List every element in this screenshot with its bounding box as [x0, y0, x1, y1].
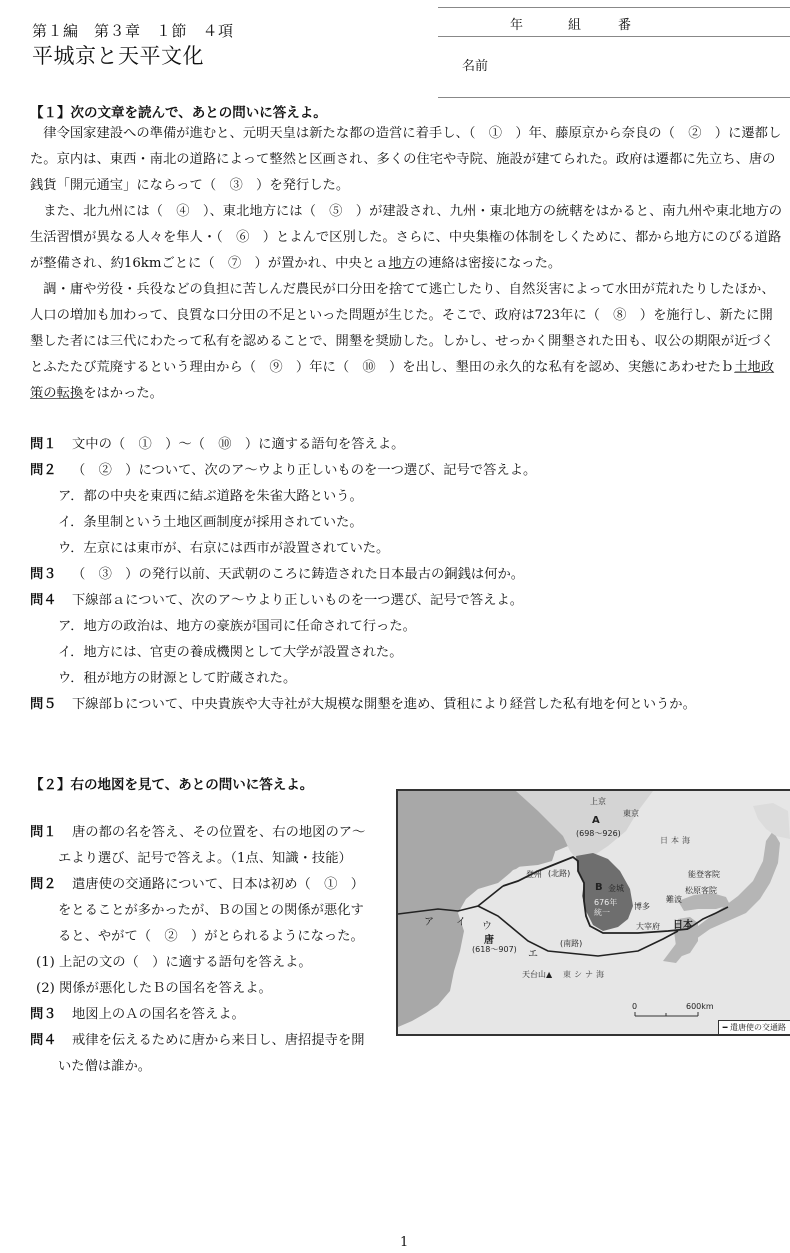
- map-label-east-china-sea: 東シナ海: [563, 970, 607, 979]
- s2-question-4: [30, 1028, 390, 1054]
- underline-b: 土地政策の転換: [30, 360, 775, 401]
- question-number: 問３: [30, 567, 57, 582]
- section1-title: 【１】次の文章を読んで、あとの問いに答えよ。: [30, 105, 327, 121]
- paragraph-2: [30, 199, 785, 277]
- question-text: （ ② ）について、次のア～ウより正しいものを一つ選び、記号で答えよ。: [72, 463, 537, 478]
- option: イ．条里制という土地区画制度が採用されていた。: [58, 515, 363, 530]
- east-asia-map: [396, 789, 790, 1036]
- map-label-south-route: (南路): [560, 939, 583, 948]
- question-text: 下線部ａについて、次のア～ウより正しいものを一つ選び、記号で答えよ。: [72, 593, 524, 608]
- question-number: 問１: [30, 437, 57, 452]
- legend-text: 遣唐使の交通路: [730, 1023, 786, 1032]
- divider: [438, 36, 790, 37]
- map-label-unif-year: 676年: [594, 898, 618, 907]
- class-label: 組: [568, 18, 582, 33]
- question-number: 問３: [30, 1007, 57, 1022]
- name-field-line[interactable]: [438, 97, 790, 98]
- map-label-tang-years: (618～907): [472, 945, 517, 954]
- question-text: 遣唐使の交通路について、日本は初め（ ① ）: [72, 877, 364, 892]
- question-1: [30, 432, 404, 458]
- map-label-kinjo: 金城: [608, 884, 624, 893]
- map-label-unif: 統一: [594, 908, 610, 917]
- map-label-japan: 日本: [673, 920, 693, 931]
- map-legend: [718, 1020, 790, 1034]
- map-label-dengzhou: 登州: [526, 870, 542, 879]
- paragraph-3: [30, 277, 785, 407]
- map-label-tang: 唐: [484, 935, 494, 946]
- question-number: 問５: [30, 697, 57, 712]
- question-number: 問４: [30, 1033, 57, 1048]
- paragraph-text: をはかった。: [83, 386, 163, 401]
- underline-a: 地方: [388, 256, 415, 271]
- sub-question-2: (2) 関係が悪化したＢの国名を答えよ。: [36, 981, 272, 996]
- map-label-u-kana: ウ: [482, 921, 492, 932]
- question-2: [30, 458, 536, 484]
- year-label: 年: [510, 18, 524, 33]
- option: ウ．左京には東市が、右京には西市が設置されていた。: [58, 541, 390, 556]
- map-label-a-years: (698～926): [576, 829, 621, 838]
- question-text: ると、やがて（ ② ）がとられるようになった。: [58, 929, 364, 944]
- divider: [438, 7, 790, 8]
- map-label-north-route: (北路): [548, 869, 571, 878]
- question-text: 文中の（ ① ）～（ ⑩ ）に適する語句を答えよ。: [72, 437, 405, 452]
- passage: [30, 121, 785, 407]
- question-text: 下線部ｂについて、中央貴族や大寺社が大規模な開墾を進め、賃租により経営した私有地を何というか。: [72, 697, 696, 712]
- map-label-shangjing: 上京: [590, 797, 606, 806]
- question-text: （ ③ ）の発行以前、天武朝のころに鋳造された日本最古の銅銭は何か。: [72, 567, 525, 582]
- page-number: 1: [400, 1235, 409, 1250]
- option: ウ．租が地方の財源として貯蔵された。: [58, 671, 297, 686]
- map-label-b: B: [595, 882, 603, 893]
- question-text: 地図上のＡの国名を答えよ。: [72, 1007, 245, 1022]
- map-label-dongjing: 東京: [623, 809, 639, 818]
- paragraph-text: 調・庸や労役・兵役などの負担に苦しんだ農民が口分田を捨てて逃亡したり、自然災害によって水田が荒れたりしたほか、人口の増加も加わって、良質な口分田の不足といった問題が生じた。そこで、政府は723年に（ ⑧ ）を施行し、新たに開墾した者には三代にわたって私有を認めることで、開墾を奨励した。しかし、せっかく開墾された田も、収公の期限が近づくとふたたび荒廃するという理由から（ ⑨ ）年に（ ⑩ ）を出し、墾田の永久的な私有を認め、実態にあわせたｂ: [30, 282, 775, 375]
- question-number: 問２: [30, 877, 57, 892]
- map-label-a-kana: ア: [424, 917, 434, 928]
- question-text: をとることが多かったが、Ｂの国との関係が悪化す: [58, 903, 364, 918]
- map-label-dazaifu: 大宰府: [636, 922, 660, 931]
- map-label-i-kana: イ: [456, 917, 466, 928]
- number-label: 番: [618, 18, 632, 33]
- name-label: 名前: [462, 59, 489, 74]
- question-text: エより選び、記号で答えよ。（1点、知識・技能）: [58, 851, 352, 866]
- map-label-naniwa: 難波: [666, 895, 682, 904]
- section2-title: 【２】右の地図を見て、あとの問いに答えよ。: [30, 777, 314, 793]
- s2-question-3: [30, 1002, 390, 1028]
- paragraph-text: 律令国家建設への準備が進むと、元明天皇は新たな都の造営に着手し、（ ① ）年、藤原京から奈良の（ ② ）に遷都した。京内は、東西・南北の道路によって整然と区画され、多くの住宅や寺院、施設が建てられた。政府は遷都に先立ち、唐の銭貨「開元通宝」にならって（ ③ ）を発行した。: [30, 126, 782, 193]
- sub-question-1: (1) 上記の文の（ ）に適する語句を答えよ。: [36, 955, 312, 970]
- s2-question-2: [30, 872, 390, 898]
- unit-label: 第１編 第３章 １節 ４項: [32, 22, 234, 40]
- question-number: 問４: [30, 593, 57, 608]
- question-text: いた僧は誰か。: [58, 1059, 152, 1074]
- map-label-a: A: [592, 815, 600, 826]
- section2-questions: [30, 820, 390, 1080]
- legend-line-icon: ━: [722, 1023, 730, 1032]
- scale-zero: 0: [632, 1002, 638, 1011]
- map-label-noto: 能登客院: [688, 870, 720, 879]
- scale-max: 600km: [686, 1002, 714, 1011]
- question-text: 唐の都の名を答え、その位置を、右の地図のア～: [72, 825, 366, 840]
- question-text: 戒律を伝えるために唐から来日し、唐招提寺を開: [72, 1033, 365, 1048]
- s2-question-1: [30, 820, 390, 846]
- question-4: [30, 588, 523, 614]
- page-title: 平城京と天平文化: [32, 44, 204, 68]
- option: イ．地方には、官吏の養成機関として大学が設置された。: [58, 645, 403, 660]
- option: ア．都の中央を東西に結ぶ道路を朱雀大路という。: [58, 489, 363, 504]
- question-5: [30, 692, 696, 718]
- question-number: 問１: [30, 825, 57, 840]
- map-label-e-kana: エ: [528, 949, 538, 960]
- paragraph-1: [30, 121, 785, 199]
- question-number: 問２: [30, 463, 57, 478]
- map-label-tiantai: 天台山▲: [522, 970, 553, 979]
- option: ア．地方の政治は、地方の豪族が国司に任命されて行った。: [58, 619, 416, 634]
- paragraph-text: また、北九州には（ ④ ）、東北地方には（ ⑤ ）が建設され、九州・東北地方の統轄をはかると、南九州や東北地方の生活習慣が異なる人々を隼人・（ ⑥ ）とよんで区別した。さらに、中央集権の体制をしくために、都から地方にのびる道路が整備され、約16kmごとに（ ⑦ ）が置かれ、中央とａ: [30, 204, 783, 271]
- map-label-matsubara: 松原客院: [685, 886, 717, 895]
- question-3: [30, 562, 524, 588]
- paragraph-text: の連絡は密接になった。: [414, 256, 562, 271]
- map-label-sea-of-japan: 日本海: [660, 836, 693, 845]
- map-label-hakata: 博多: [634, 902, 650, 911]
